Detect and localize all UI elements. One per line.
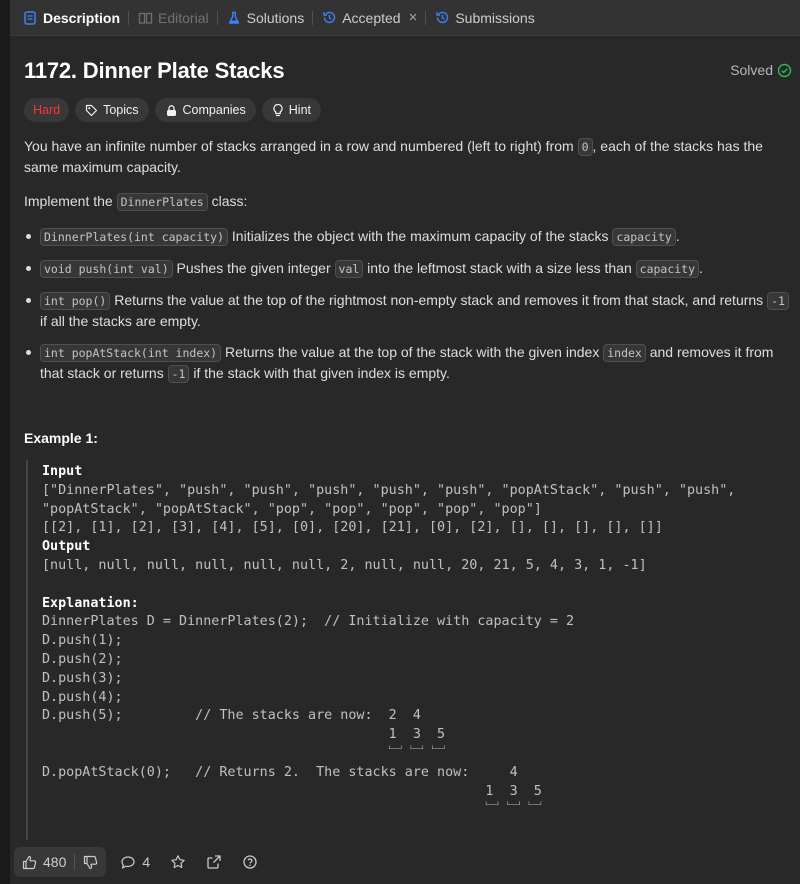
solved-status (730, 62, 792, 78)
history-icon (321, 10, 337, 26)
inline-code: DinnerPlates (117, 193, 208, 211)
tag-icon (85, 104, 98, 117)
topics-badge[interactable] (75, 98, 148, 122)
share-icon (206, 854, 222, 870)
question-circle-icon (242, 854, 258, 870)
comment-icon (120, 855, 136, 870)
book-icon (137, 10, 153, 26)
tab-bar (10, 0, 800, 36)
favorite-button[interactable] (170, 854, 186, 870)
inline-code: 0 (578, 138, 593, 156)
lock-icon (165, 104, 178, 117)
problem-badges (24, 98, 321, 122)
like-count: 480 (43, 854, 67, 870)
thumbs-down-icon (83, 855, 98, 870)
help-button[interactable] (242, 854, 258, 870)
tab-divider (312, 11, 313, 25)
tab-label: Submissions (455, 9, 535, 26)
problem-description (24, 136, 794, 395)
description-paragraph: You have an infinite number of stacks arranged in a row and numbered (left to right) from 0 , each of the stacks has the same maximum capacity. (24, 138, 763, 175)
tab-divider (217, 11, 218, 25)
example-title: Example 1: (24, 430, 98, 446)
example-block (26, 460, 792, 850)
dislike-button[interactable] (75, 855, 106, 870)
vote-group (14, 847, 106, 877)
example-code: Input ["DinnerPlates", "push", "push", "push", "push", "push", "popAtStack", "push", "push", "popAtStack", "popAtStack", "pop", "pop", "pop", "pop", "pop"] [[2], [1], [2], [3], [4], [5], [0], [20], [21], [0], [2], [], [], [], [], []] Output [null, null, null, null, null, null, 2, null, null, 20, 21, 5, 4, 3, 1, -1] Explanation: DinnerPlates D = DinnerPlates(2); // Initialize with capacity = 2 D.push(1); D.push(2); D.push(3); D.push(4); D.push(5); // The stacks are now: 2 4 1 3 5 ﹈ ﹈ ﹈ D.popAtStack(0); // Returns 2. The stacks are now: 4 1 3 5 ﹈ ﹈ ﹈ (42, 464, 736, 818)
companies-badge[interactable] (155, 98, 256, 122)
list-item: int popAtStack(int index) Returns the value at the top of the stack with the given index index and removes it from that stack or returns -1 if the stack with that given index is empty. (24, 342, 794, 384)
comment-count: 4 (142, 854, 151, 870)
list-item: DinnerPlates(int capacity) Initializes the object with the maximum capacity of the stacks capacity . (24, 226, 794, 247)
tab-label: Solutions (246, 9, 305, 26)
star-icon (170, 854, 186, 870)
tab-accepted[interactable] (317, 0, 421, 36)
tab-divider (128, 11, 129, 25)
close-icon[interactable]: × (408, 9, 418, 26)
document-icon (22, 10, 38, 26)
difficulty-badge: Hard (24, 98, 69, 122)
description-paragraph: Implement the DinnerPlates class: (24, 193, 248, 209)
tab-solutions[interactable] (222, 0, 309, 36)
tab-editorial[interactable] (133, 0, 213, 36)
problem-panel (10, 0, 800, 884)
title-row (24, 58, 794, 88)
lightbulb-icon (272, 103, 284, 117)
badge-label: Topics (103, 103, 139, 117)
badge-label: Hint (288, 103, 311, 117)
action-footer (10, 840, 800, 884)
tab-label: Editorial (158, 9, 209, 26)
method-list (24, 226, 794, 384)
history-icon (434, 10, 450, 26)
thumbs-up-icon (22, 855, 37, 870)
description-content (24, 36, 794, 840)
tab-submissions[interactable] (430, 0, 538, 36)
check-circle-icon (777, 63, 792, 78)
share-button[interactable] (206, 854, 222, 870)
list-item: int pop() Returns the value at the top of the rightmost non-empty stack and removes it from that stack, and returns -1 if all the stacks are empty. (24, 290, 794, 331)
problem-title[interactable]: 1172. Dinner Plate Stacks (24, 58, 285, 83)
tab-description[interactable] (18, 0, 124, 36)
like-button[interactable] (14, 854, 74, 870)
tab-label: Description (43, 9, 121, 26)
list-item: void push(int val) Pushes the given integer val into the leftmost stack with a size less than capacity . (24, 258, 794, 279)
tab-divider (425, 11, 426, 25)
tab-label: Accepted (342, 9, 401, 26)
solved-label: Solved (730, 62, 773, 78)
comments-button[interactable] (120, 854, 150, 870)
hint-badge[interactable] (262, 98, 321, 122)
flask-icon (226, 10, 242, 26)
badge-label: Companies (182, 103, 246, 117)
